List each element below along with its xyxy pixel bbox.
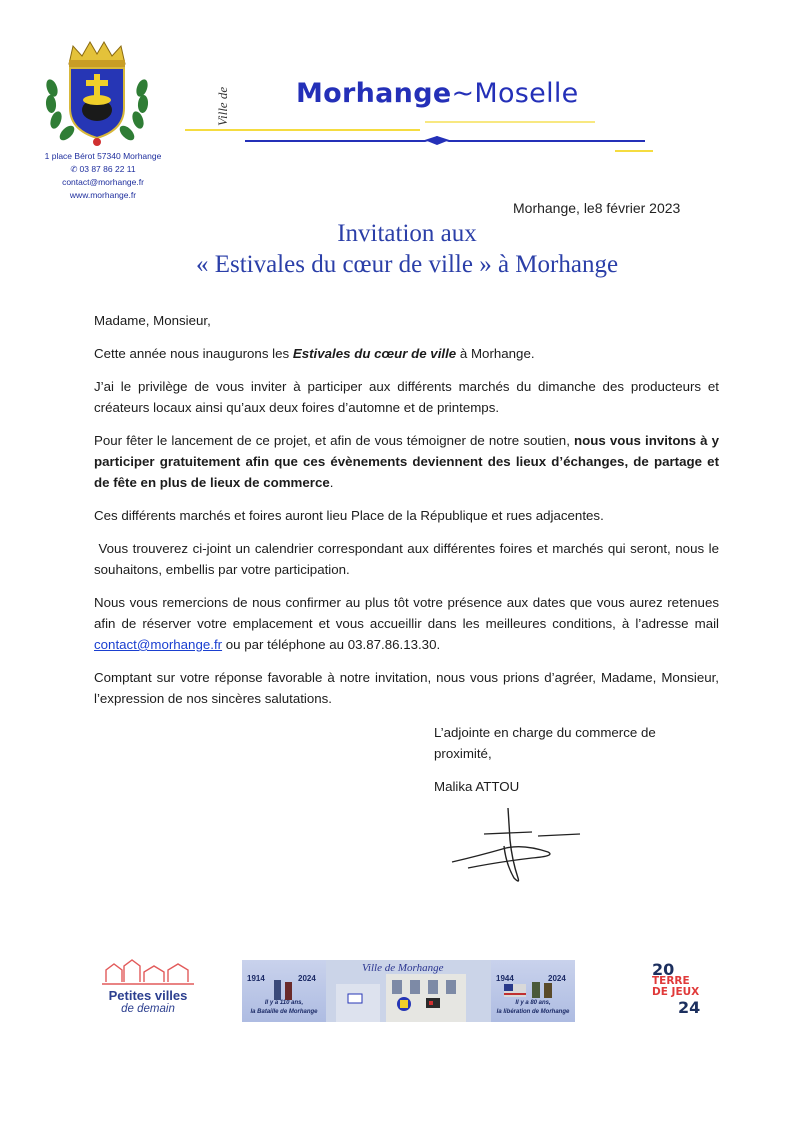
paragraph-5: Vous trouverez ci-joint un calendrier correspondant aux différentes foires et marchés qui seront, nous le souhaitons, embellis par votre participation.	[94, 541, 723, 577]
banner-left-year-start: 1914	[247, 974, 265, 983]
paragraph-6: Nous vous remercions de nous confirmer au plus tôt votre présence aux dates que vous aurez retenues afin de réserver votre emplacement et vous accueillir dans les meilleures conditions, à l’adresse mail contact@morhange.fr ou par téléphone au 03.87.86.13.30.	[94, 595, 719, 652]
ville-de-text: Ville de	[215, 86, 230, 126]
banner-left-caption-2: la Bataille de Morhange	[250, 1009, 318, 1015]
letter-title	[100, 218, 714, 280]
letter-body	[94, 310, 723, 709]
title-line-2: « Estivales du cœur de ville » à Morhange	[195, 251, 619, 278]
banner-title: Ville de Morhange	[362, 962, 444, 974]
town-tilde: ~	[451, 78, 475, 109]
website-text: www.morhange.fr	[69, 190, 137, 200]
event-name-emphasis: Estivales du cœur de ville	[292, 346, 457, 361]
signatory-role-line-2: proximité,	[434, 746, 492, 761]
paragraph-3: Pour fêter le lancement de ce projet, et afin de vous témoigner de notre soutien, nous vous invitons à y participer gratuitement afin que ces évènements deviennent des lieux d’échanges, de partage et de fête en plus de lieux de commerce.	[94, 433, 719, 490]
signatory-name: Malika ATTOU	[434, 779, 520, 794]
flags-1944-icon	[504, 982, 564, 1000]
banner-right-year-end: 2024	[548, 974, 566, 983]
terre-de-jeux-label: TERRE DE JEUX	[652, 975, 700, 998]
handwritten-signature	[448, 800, 588, 892]
town-name	[296, 78, 579, 109]
terre-de-jeux-year-top: 20	[652, 960, 675, 979]
address-line: 1 place Bérot 57340 Morhange	[44, 151, 162, 161]
banner-right-year-start: 1944	[496, 974, 514, 983]
letter-date: Morhange, le8 février 2023	[513, 200, 681, 216]
paragraph-7: Comptant sur votre réponse favorable à notre invitation, nous vous prions d’agréer, Madame, Monsieur, l’expression de nos sincères salutations.	[94, 670, 719, 706]
soldiers-1914-icon	[270, 978, 298, 1002]
email-text: contact@morhange.fr	[62, 177, 144, 187]
title-line-1: Invitation aux	[337, 220, 477, 247]
signature-block	[434, 722, 694, 797]
paragraph-1: Cette année nous inaugurons les Estivales du cœur de ville à Morhange.	[94, 346, 535, 361]
banner-right-caption-1: Il y a 80 ans,	[515, 1000, 551, 1006]
town-name-bold: Morhange	[296, 78, 452, 109]
town-coat-of-arms	[42, 38, 152, 150]
banner-right-caption-2: la libération de Morhange	[496, 1009, 570, 1015]
petites-villes-subtitle: de demain	[121, 1003, 175, 1015]
free-participation-emphasis: nous vous invitons à y participer gratuitement afin que ces évènements deviennent des lieux d’échanges, de partage et de fête en plus de lieux de commerce	[94, 433, 719, 490]
header-decorative-rules	[175, 118, 665, 158]
terre-de-jeux-year-bottom: 24	[678, 998, 701, 1017]
signatory-role-line-1: L’adjointe en charge du commerce de	[434, 725, 656, 740]
contact-email-link[interactable]: contact@morhange.fr	[94, 637, 223, 652]
petites-villes-title: Petites villes	[108, 988, 188, 1003]
town-name-light: Moselle	[474, 78, 579, 109]
banner-left-year-end: 2024	[298, 974, 316, 983]
banner-left-caption-1: Il y a 110 ans,	[264, 1000, 304, 1006]
phone-number: 03 87 86 22 11	[79, 164, 136, 174]
paragraph-4: Ces différents marchés et foires auront lieu Place de la République et rues adjacentes.	[94, 508, 604, 523]
paragraph-2: J’ai le privilège de vous inviter à participer aux différents marchés du dimanche des producteurs et créateurs locaux ainsi qu’aux deux foires d’automne et de printemps.	[94, 379, 719, 415]
salutation: Madame, Monsieur,	[94, 313, 211, 328]
phone-icon: ✆	[70, 164, 78, 174]
anniversary-banner	[242, 960, 575, 1022]
address-block	[28, 150, 178, 202]
